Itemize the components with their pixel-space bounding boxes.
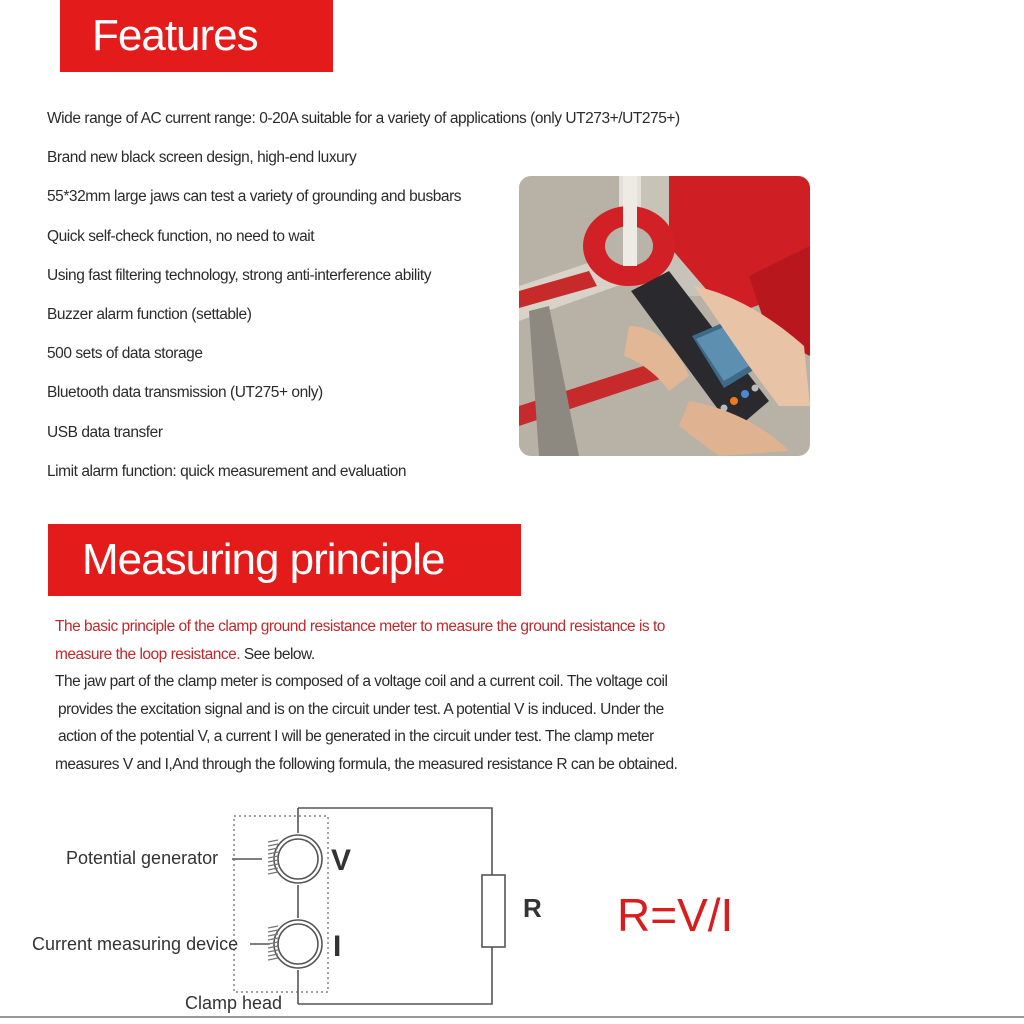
circuit-wire xyxy=(298,808,492,875)
feature-item: Wide range of AC current range: 0-20A suitable for a variety of applications (only UT273+/UT275+) xyxy=(47,110,680,127)
resistance-symbol: R xyxy=(523,893,542,923)
measuring-principle-heading: Measuring principle xyxy=(48,524,521,596)
circuit-wire xyxy=(298,947,492,1004)
voltage-coil-inner xyxy=(278,839,318,879)
formula: R=V/I xyxy=(617,889,734,941)
voltage-coil-circle xyxy=(274,835,322,883)
product-photo xyxy=(519,176,810,456)
principle-intro-see-below: See below. xyxy=(240,646,315,663)
feature-item: Buzzer alarm function (settable) xyxy=(47,305,252,323)
feature-item: 55*32mm large jaws can test a variety of grounding and busbars xyxy=(47,188,462,206)
resistor-symbol xyxy=(482,875,505,947)
principle-body-line: action of the potential V, a current I will be generated in the circuit under test. The clamp meter xyxy=(58,728,654,745)
divider xyxy=(0,1016,1024,1018)
feature-item: Limit alarm function: quick measurement and evaluation xyxy=(47,462,407,480)
current-coil-inner xyxy=(278,924,318,964)
principle-intro-line-2 xyxy=(55,646,315,664)
coil-windings xyxy=(268,840,278,960)
principle-body-line: measures V and I,And through the following formula, the measured resistance R can be obtained. xyxy=(55,756,678,773)
feature-item: USB data transfer xyxy=(47,423,163,441)
feature-item: Quick self-check function, no need to wait xyxy=(47,227,315,245)
current-coil-circle xyxy=(274,920,322,968)
feature-item: Using fast filtering technology, strong anti-interference ability xyxy=(47,266,432,284)
circuit-diagram xyxy=(0,790,1024,1020)
feature-item: Bluetooth data transmission (UT275+ only) xyxy=(47,384,323,402)
principle-body-line: The jaw part of the clamp meter is composed of a voltage coil and a current coil. The voltage coil xyxy=(55,673,668,690)
feature-item: 500 sets of data storage xyxy=(47,345,203,363)
feature-item: Brand new black screen design, high-end luxury xyxy=(47,149,357,167)
clamp-head-label: Clamp head xyxy=(185,993,283,1013)
features-heading: Features xyxy=(60,0,333,72)
potential-generator-label: Potential generator xyxy=(66,848,219,868)
principle-intro-red: measure the loop resistance. xyxy=(55,646,241,663)
voltage-symbol: V xyxy=(331,844,352,877)
current-measuring-device-label: Current measuring device xyxy=(32,934,239,954)
principle-intro-line-1: The basic principle of the clamp ground resistance meter to measure the ground resistance is to xyxy=(55,618,665,635)
current-symbol: I xyxy=(333,930,342,963)
principle-body-line: provides the excitation signal and is on the circuit under test. A potential V is induced. Under the xyxy=(58,701,664,718)
